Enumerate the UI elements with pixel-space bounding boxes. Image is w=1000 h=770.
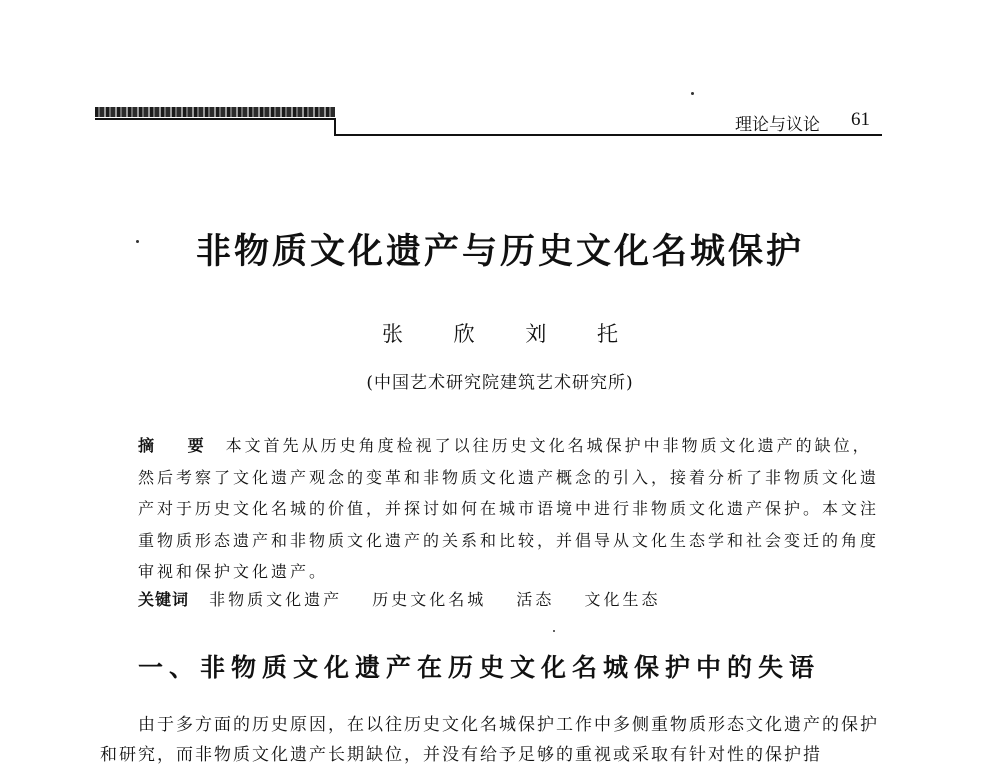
keyword: 活态: [516, 590, 555, 609]
keywords: [138, 587, 883, 610]
abstract-label: 摘 要: [138, 436, 218, 455]
keyword: 历史文化名城: [372, 590, 487, 609]
header-rule-left: [95, 118, 335, 120]
page-number: 61: [851, 109, 870, 130]
abstract-text: 本文首先从历史角度检视了以往历史文化名城保护中非物质文化遗产的缺位，然后考察了文化遗产观念的变革和非物质文化遗产概念的引入，接着分析了非物质文化遗产对于历史文化名城的价值，并探讨如何在城市语境中进行非物质文化遗产保护。本文注重物质形态遗产和非物质文化遗产的关系和比较，并倡导从文化生态学和社会变迁的角度审视和保护文化遗产。: [138, 436, 880, 582]
affiliation: (中国艺术研究院建筑艺术研究所): [366, 373, 634, 393]
scan-speck: [691, 92, 694, 95]
keywords-label: 关键词: [138, 590, 190, 609]
header-decorative-bar: [95, 107, 335, 117]
abstract: [138, 430, 883, 588]
paper-title: 非物质文化遗产与历史文化名城保护: [195, 232, 804, 272]
body-paragraph-text: 由于多方面的历史原因，在以往历史文化名城保护工作中多侧重物质形态文化遗产的保护和研究，而非物质文化遗产长期缺位，并没有给予足够的重视或采取有针对性的保护措: [100, 715, 879, 765]
keyword: 非物质文化遗产: [209, 590, 343, 609]
scan-speck: [553, 630, 555, 632]
keyword: 文化生态: [584, 590, 661, 609]
body-paragraph: [100, 710, 890, 770]
section-heading: 一、非物质文化遗产在历史文化名城保护中的失语: [138, 653, 821, 682]
running-header-section: 理论与议论: [735, 115, 820, 135]
authors: 张 欣 刘 托: [381, 322, 641, 346]
